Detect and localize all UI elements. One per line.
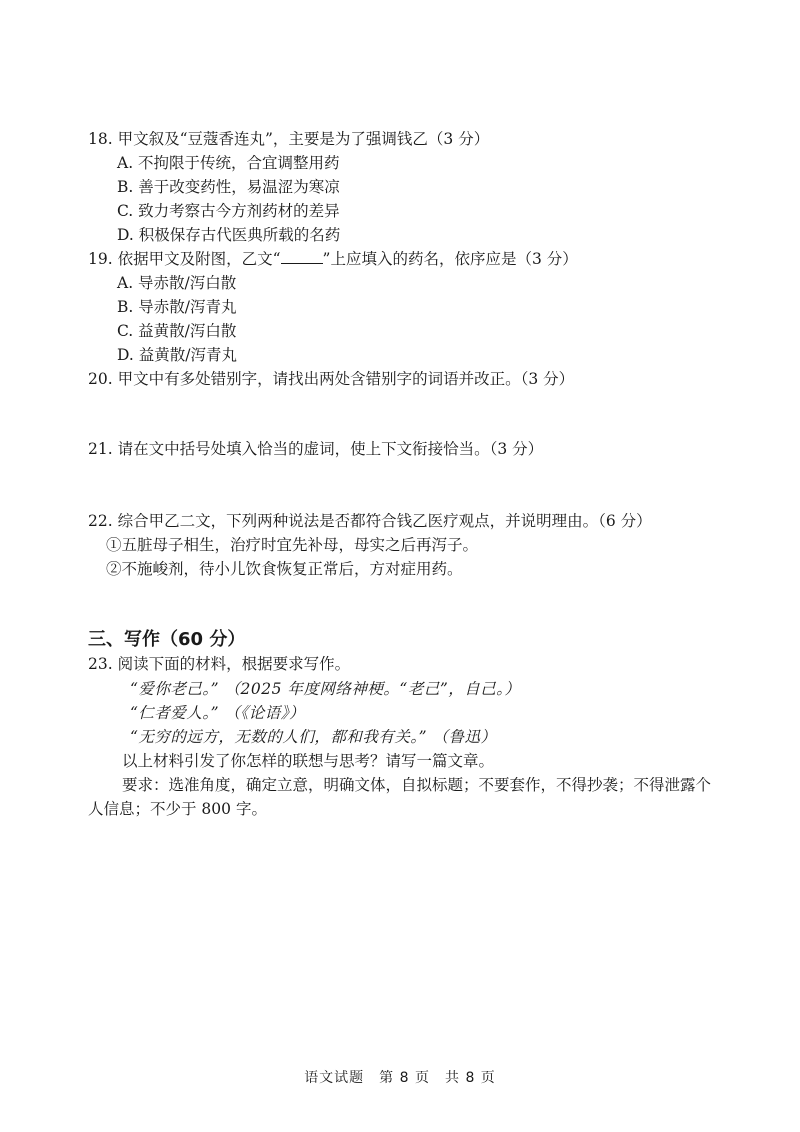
q23-material-2: “仁者爱人。” （《论语》）: [130, 704, 306, 722]
q22-stem: 22. 综合甲乙二文，下列两种说法是否都符合钱乙医疗观点，并说明理由。（6 分）: [88, 512, 652, 530]
q19-answer-blank: [281, 249, 323, 264]
q19-option-a: A. 导赤散/泻白散: [117, 274, 237, 292]
page-footer: 语文试题 第 8 页 共 8 页: [304, 1070, 496, 1086]
q23-requirement-line2: 人信息；不少于 800 字。: [88, 800, 267, 818]
q19-stem-after: ”上应填入的药名，依序应是（3 分）: [322, 250, 578, 268]
q23-stem: 23. 阅读下面的材料，根据要求写作。: [88, 655, 351, 673]
q18-option-b: B. 善于改变药性，易温涩为寒凉: [117, 178, 340, 196]
q19-stem-before: 19. 依据甲文及附图，乙文“: [88, 250, 281, 268]
q23-prompt: 以上材料引发了你怎样的联想与思考？请写一篇文章。: [122, 752, 495, 770]
q19-option-b: B. 导赤散/泻青丸: [117, 298, 237, 316]
section-title-writing: 三、写作（60 分）: [88, 629, 246, 650]
q19-stem: [88, 247, 578, 271]
q22-item-1: ①五脏母子相生，治疗时宜先补母，母实之后再泻子。: [106, 536, 479, 554]
q23-requirement-line1: 要求：选准角度，确定立意，明确文体，自拟标题；不要套作，不得抄袭；不得泄露个: [122, 776, 712, 794]
q22-item-2: ②不施峻剂，待小儿饮食恢复正常后，方对症用药。: [106, 560, 463, 578]
q18-option-c: C. 致力考察古今方剂药材的差异: [117, 202, 340, 220]
q18-option-d: D. 积极保存古代医典所载的名药: [117, 226, 341, 244]
q21-stem: 21. 请在文中括号处填入恰当的虚词，使上下文衔接恰当。（3 分）: [88, 440, 544, 458]
q19-option-c: C. 益黄散/泻白散: [117, 322, 237, 340]
q18-option-a: A. 不拘限于传统，合宜调整用药: [117, 154, 340, 172]
q19-option-d: D. 益黄散/泻青丸: [117, 346, 237, 364]
q20-stem: 20. 甲文中有多处错别字，请找出两处含错别字的词语并改正。（3 分）: [88, 370, 575, 388]
q23-material-3: “无穷的远方，无数的人们，都和我有关。” （鲁迅）: [130, 728, 497, 746]
q18-stem: 18. 甲文叙及“豆蔻香连丸”，主要是为了强调钱乙（3 分）: [88, 130, 490, 148]
q23-material-1: “爱你老己。” （2025 年度网络神梗。“老己”，自己。）: [130, 680, 521, 698]
